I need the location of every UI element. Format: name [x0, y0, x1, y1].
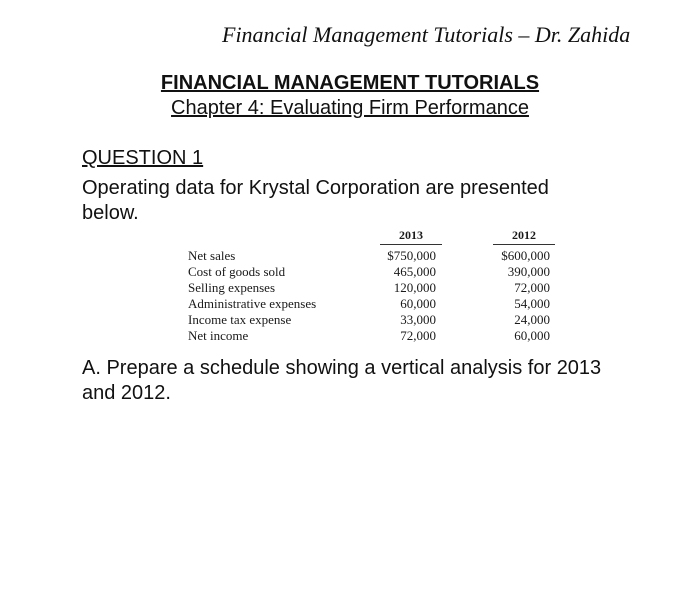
- table-cell-2013: 120,000: [393, 280, 436, 295]
- table-cell-2013: 33,000: [400, 312, 436, 327]
- table-row-label: Selling expenses: [188, 280, 276, 295]
- table-cell-2012: 54,000: [514, 296, 550, 311]
- chapter-title: Chapter 4: Evaluating Firm Performance: [171, 97, 529, 119]
- table-cell-2013: $750,000: [387, 248, 436, 263]
- table-cell-2012: $600,000: [501, 248, 550, 263]
- document-title: FINANCIAL MANAGEMENT TUTORIALS: [160, 72, 540, 94]
- table-row-label: Net sales: [188, 248, 236, 263]
- column-rule-2013: [380, 244, 442, 245]
- question-intro: Operating data for Krystal Corporation are presented below.: [82, 177, 549, 224]
- table-row-label: Cost of goods sold: [188, 264, 286, 279]
- table-cell-2013: 465,000: [393, 264, 436, 279]
- table-cell-2012: 24,000: [514, 312, 550, 327]
- column-rule-2012: [493, 244, 555, 245]
- running-header: Financial Management Tutorials – Dr. Zahida: [222, 22, 631, 47]
- table-cell-2012: 60,000: [514, 328, 550, 343]
- table-cell-2013: 72,000: [400, 328, 436, 343]
- table-cell-2013: 60,000: [400, 296, 436, 311]
- table-row-label: Net income: [188, 328, 249, 343]
- table-cell-2012: 390,000: [507, 264, 550, 279]
- table-row-label: Administrative expenses: [188, 296, 317, 311]
- table-cell-2012: 72,000: [514, 280, 550, 295]
- question-task: A. Prepare a schedule showing a vertical analysis for 2013 and 2012.: [82, 357, 602, 404]
- table-row-label: Income tax expense: [188, 312, 292, 327]
- question-label: QUESTION 1: [82, 147, 204, 169]
- column-header-2013: 2013: [399, 228, 423, 242]
- column-header-2012: 2012: [512, 228, 536, 242]
